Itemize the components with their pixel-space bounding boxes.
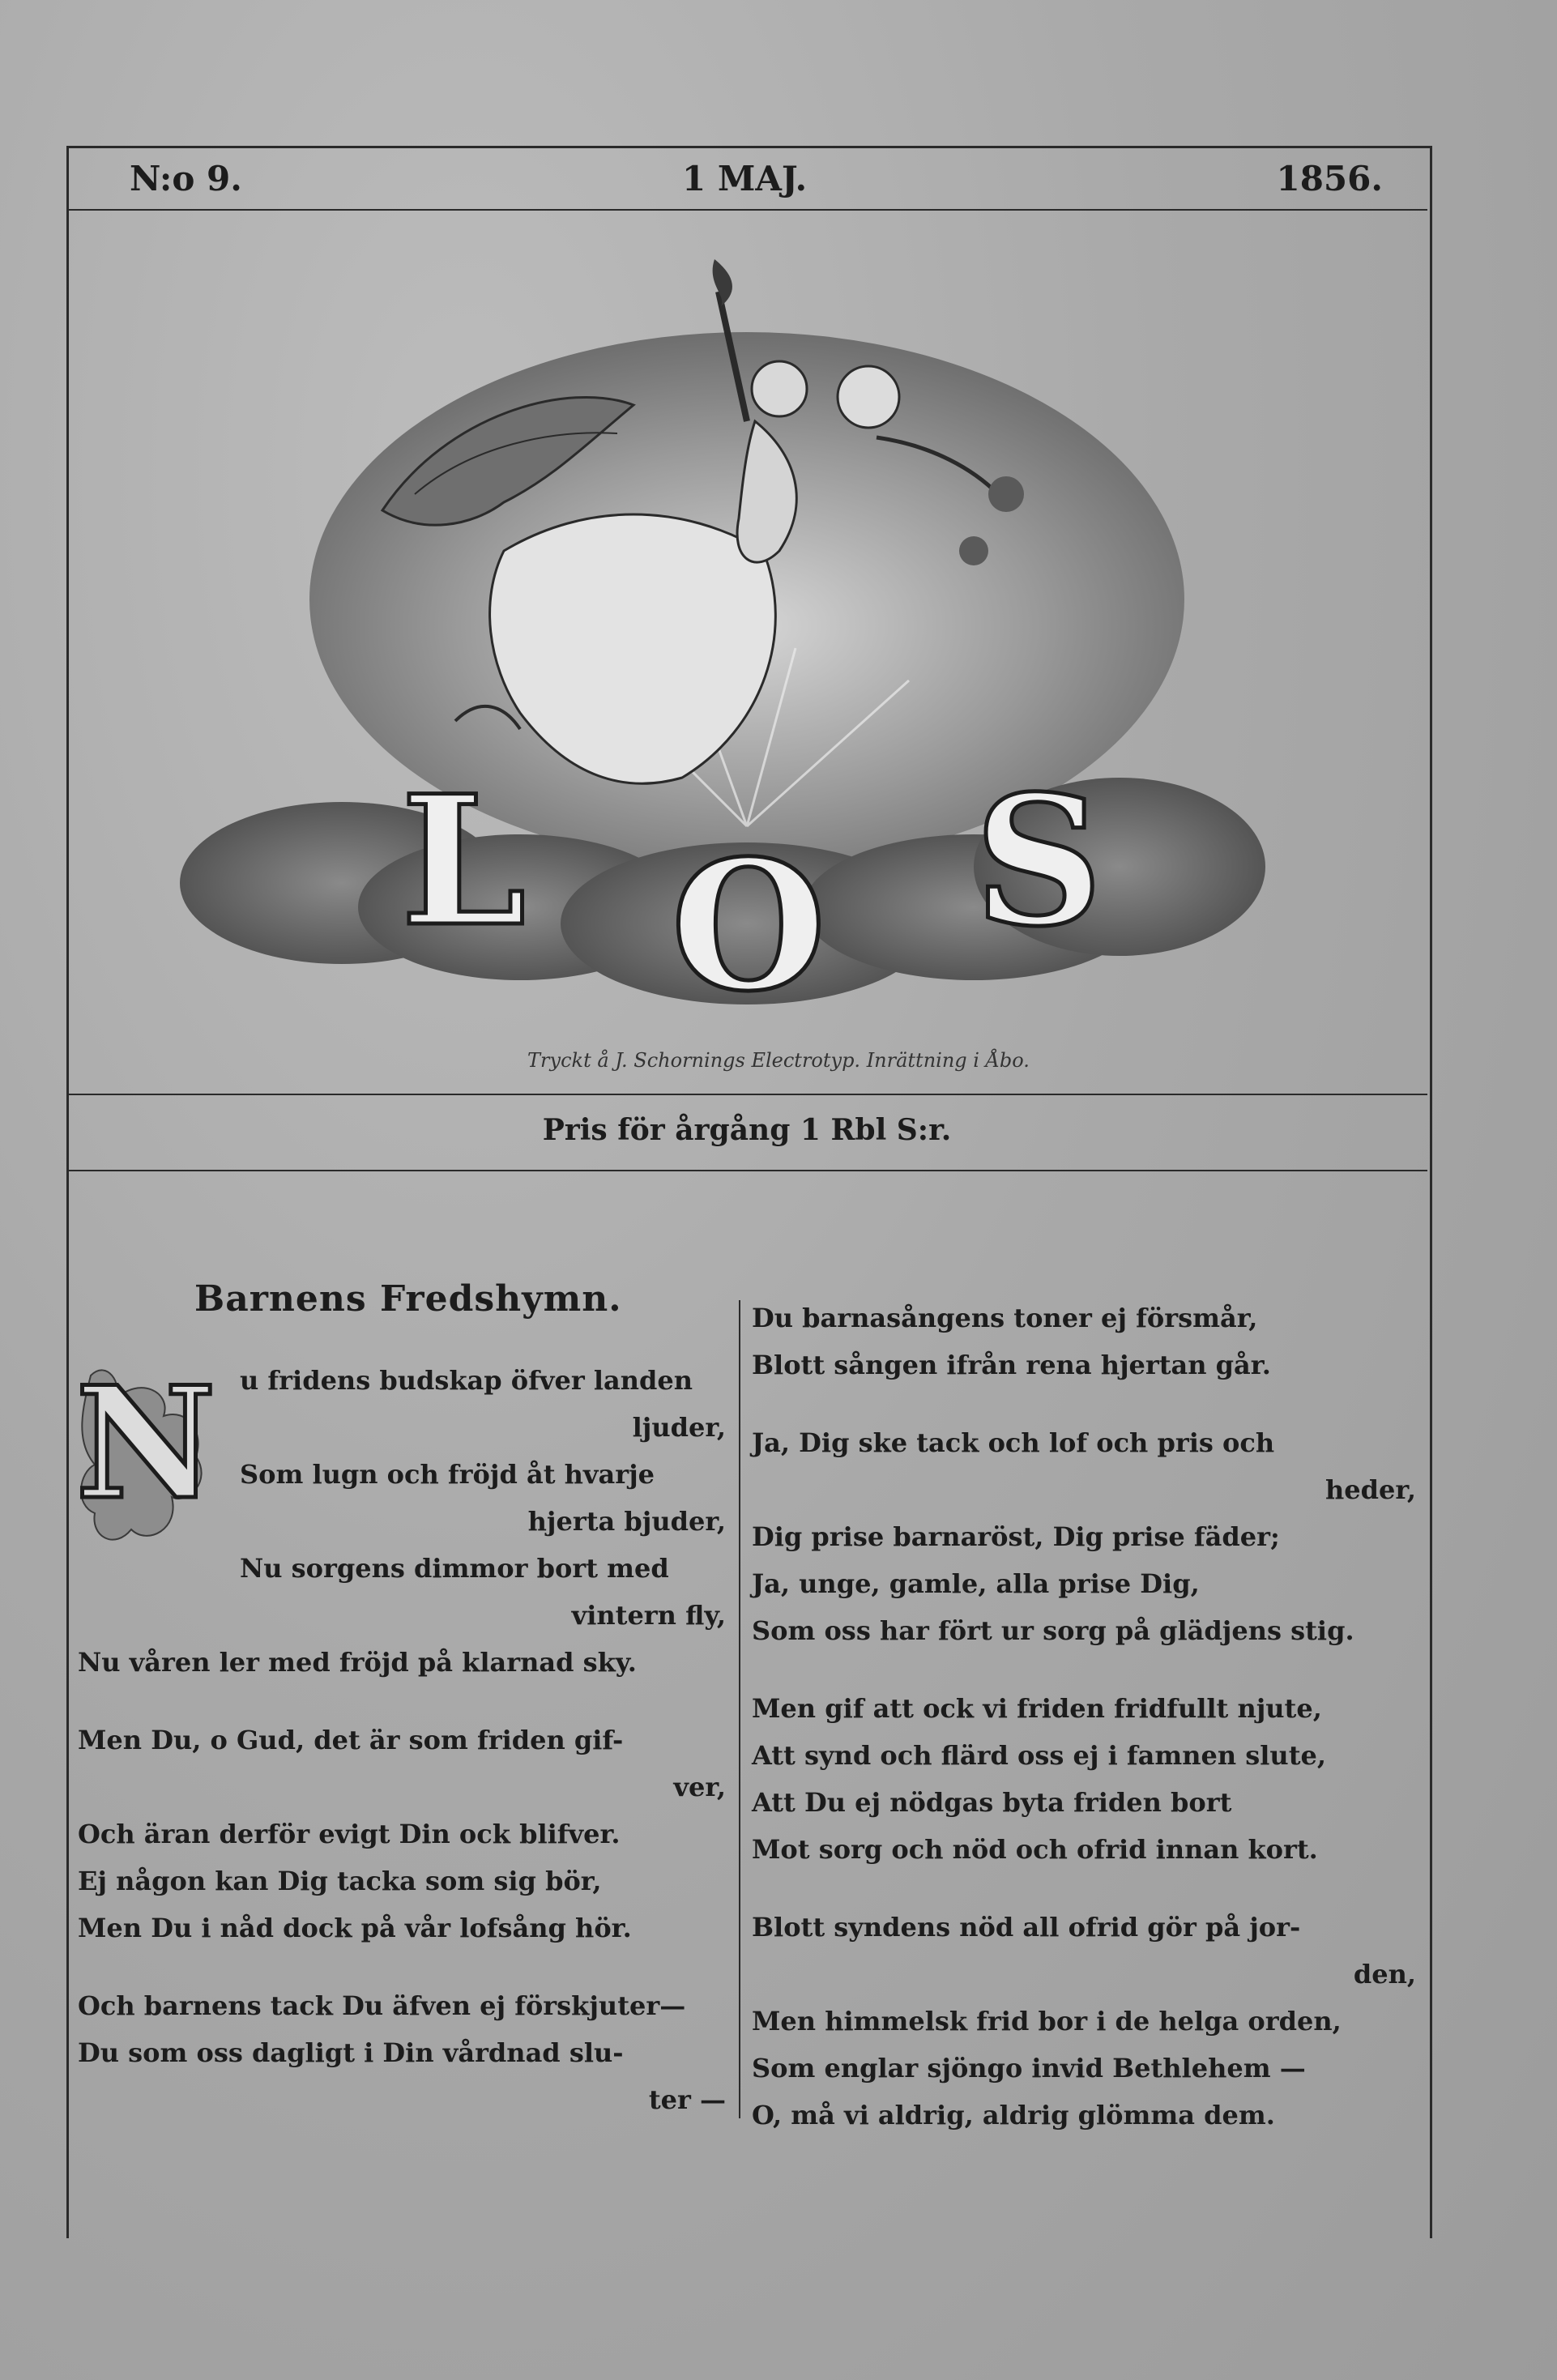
verse-line: Ej någon kan Dig tacka som sig bör, [78,1866,602,1896]
subscription-price: Pris för årgång 1 Rbl S:r. [542,1113,952,1147]
stanza-3 [78,1982,726,2123]
title-letter-o: O [671,821,826,1030]
verse-line: Att Du ej nödgas byta friden bort [752,1787,1232,1818]
issue-year: 1856. [1276,159,1383,198]
stanza-7 [752,1904,1416,2139]
verse-line: Nu sorgens dimmor bort med [240,1553,669,1584]
stanza-5 [752,1419,1416,1654]
price-band [66,1094,1427,1171]
verse-line: Blott sången ifrån rena hjertan går. [752,1350,1271,1380]
stanza-6 [752,1685,1416,1873]
verse-line: den, [1353,1959,1416,1990]
verse-line: u fridens budskap öfver landen [240,1365,693,1396]
printer-credit: Tryckt å J. Schornings Electrotyp. Inrättning i Åbo. [527,1049,1030,1072]
header-row [66,152,1427,211]
verse-line: Och barnens tack Du äfven ej förskjuter— [78,1990,686,2021]
verse-line: Dig prise barnaröst, Dig prise fäder; [752,1521,1280,1552]
verse-line: ljuder, [632,1412,726,1443]
verse-line: Som englar sjöngo invid Bethlehem — [752,2053,1306,2084]
poem-right-column [752,1294,1416,2169]
drop-cap-letter: N [75,1353,216,1533]
title-letter-l: L [400,756,527,966]
verse-line: Nu våren ler med fröjd på klarnad sky. [78,1647,637,1678]
verse-line: Ja, Dig ske tack och lof och pris och [752,1427,1275,1458]
verse-line: Men himmelsk frid bor i de helga orden, [752,2006,1342,2037]
verse-line: Att synd och flärd oss ej i famnen slute, [752,1740,1326,1771]
column-divider [739,1300,740,2118]
verse-line: O, må vi aldrig, aldrig glömma dem. [752,2100,1275,2130]
issue-number: N:o 9. [130,159,242,198]
verse-line: Du barnasångens toner ej försmår, [752,1303,1258,1333]
verse-line: ver, [673,1772,726,1802]
masthead-illustration [66,211,1427,1086]
verse-line: Du som oss dagligt i Din vårdnad slu- [78,2037,624,2068]
verse-line: Och äran derför evigt Din ock blifver. [78,1819,621,1849]
verse-line: ter — [648,2084,726,2115]
verse-line: Men Du i nåd dock på vår lofsång hör. [78,1913,632,1943]
poem-title: Barnens Fredshymn. [194,1278,622,1320]
stanza-1 [78,1357,726,1686]
stanza-4 [752,1294,1416,1388]
poem-left-column [78,1357,726,2154]
verse-line: Men gif att ock vi friden fridfullt njute, [752,1693,1322,1724]
verse-line: hjerta bjuder, [527,1506,726,1537]
issue-date: 1 MAJ. [682,159,808,198]
verse-line: Men Du, o Gud, det är som friden gif- [78,1725,624,1755]
verse-line: heder, [1325,1474,1416,1505]
verse-line: Blott syndens nöd all ofrid gör på jor- [752,1912,1301,1943]
verse-line: Mot sorg och nöd och ofrid innan kort. [752,1834,1318,1865]
verse-line: Ja, unge, gamle, alla prise Dig, [752,1568,1200,1599]
verse-line: Som oss har fört ur sorg på glädjens stig. [752,1615,1354,1646]
stanza-2 [78,1717,726,1951]
title-letter-s: S [974,756,1103,966]
verse-line: Som lugn och fröjd åt hvarje [240,1459,655,1490]
verse-line: vintern fly, [571,1600,726,1631]
